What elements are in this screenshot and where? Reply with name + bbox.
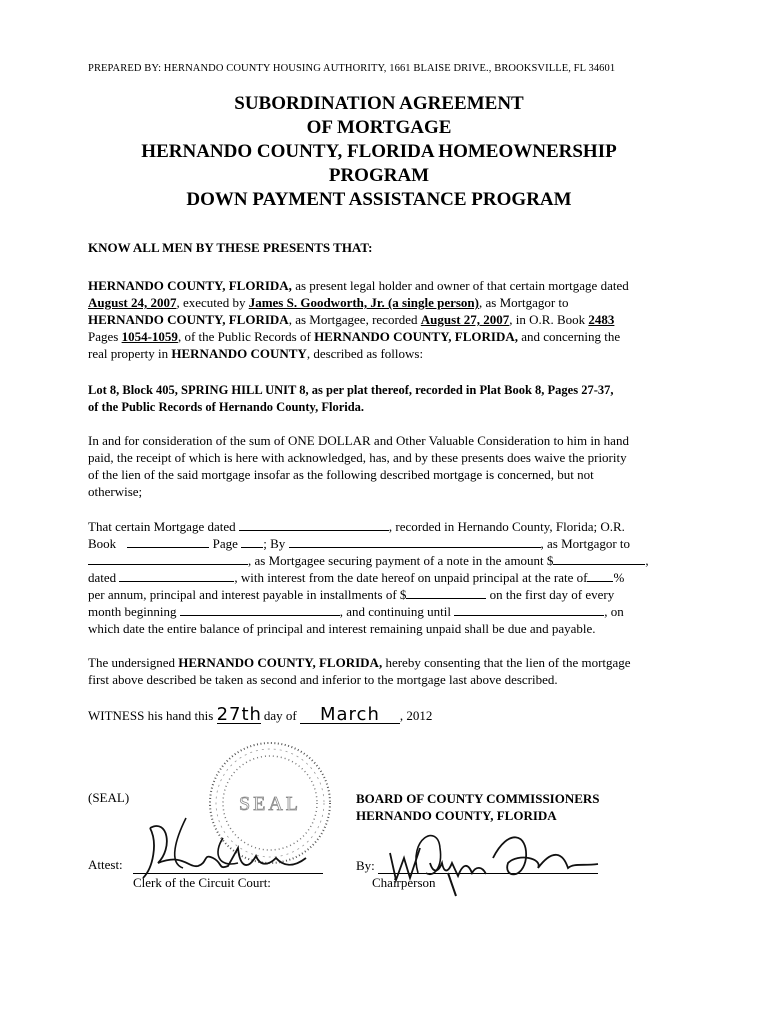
holder-text-1: as present legal holder and owner of that certain mortgage dated (291, 278, 629, 293)
book-blank (127, 536, 209, 548)
title-line-2: OF MORTGAGE (306, 117, 452, 138)
holder-text-2: , executed by (176, 295, 249, 310)
seal-word: SEAL (239, 793, 301, 815)
witness-line (88, 706, 673, 724)
chair-signature-tick (448, 873, 456, 896)
blank-text: on the first day of every (489, 587, 615, 602)
blank-mortgage-paragraph (88, 518, 673, 637)
blank-text: , and continuing until (339, 604, 451, 619)
witness-text-2: day of (263, 708, 297, 723)
clerk-label: Clerk of the Circuit Court: (133, 875, 271, 890)
seal-label: (SEAL) (88, 790, 130, 805)
holder-text-8: and concerning the (518, 329, 621, 344)
witness-year: , 2012 (399, 708, 433, 723)
title-line-3: HERNANDO COUNTY, FLORIDA HOMEOWNERSHIP (141, 141, 617, 162)
by-label: By: (356, 858, 375, 873)
consideration-line-1: In and for consideration of the sum of ONE DOLLAR and Other Valuable Consideration to him in hand (88, 433, 629, 448)
installment-blank (406, 587, 486, 599)
consent-text-1: The undersigned (88, 655, 179, 670)
prepared-by-line: PREPARED BY: HERNANDO COUNTY HOUSING AUTHORITY, 1661 BLAISE DRIVE., BROOKSVILLE, FL 34601 (88, 63, 616, 74)
continuing-until-blank (454, 604, 604, 616)
records-county: HERNANDO COUNTY, FLORIDA, (314, 329, 518, 344)
consideration-paragraph (88, 432, 673, 500)
attest-label: Attest: (88, 857, 123, 872)
rate-blank (587, 570, 613, 582)
by-blank (289, 536, 541, 548)
legal-line-1: Lot 8, Block 405, SPRING HILL UNIT 8, as per plat thereof, recorded in Plat Book 8, Pages 27-37, (88, 383, 614, 397)
blank-text: per annum, principal and interest payable in installments of $ (88, 587, 407, 602)
blank-text: Page (212, 536, 238, 551)
chair-signature-loop (416, 836, 441, 875)
holder-county: HERNANDO COUNTY, FLORIDA, (88, 278, 292, 293)
blank-text: dated (88, 570, 117, 585)
holder-text-5: , in O.R. Book (509, 312, 589, 327)
document-title (88, 92, 670, 212)
holder-text-4: , as Mortgagee, recorded (288, 312, 421, 327)
chairperson-signature (378, 818, 608, 898)
consent-county: HERNANDO COUNTY, FLORIDA, (178, 655, 383, 670)
property-county: HERNANDO COUNTY (171, 346, 307, 361)
mortgagee-blank (88, 553, 248, 565)
blank-text: which date the entire balance of principal and interest remaining unpaid shall be due and payable. (88, 621, 596, 636)
blank-text: , on (604, 604, 624, 619)
consideration-line-3: of the lien of the said mortgage insofar as the following described mortgage is concerned, but not (88, 467, 594, 482)
mortgagor-name: James S. Goodworth, Jr. (a single person) (248, 295, 479, 310)
blank-text: , (645, 553, 649, 568)
dated-blank (119, 570, 234, 582)
legal-line-2: of the Public Records of Hernando County, Florida. (88, 400, 365, 414)
title-line-5: DOWN PAYMENT ASSISTANCE PROGRAM (186, 189, 572, 210)
intro-line: KNOW ALL MEN BY THESE PRESENTS THAT: (88, 240, 373, 255)
blank-text: , recorded in Hernando County, Florida; O.R. (388, 519, 625, 534)
clerk-signature (128, 808, 328, 888)
blank-text: That certain Mortgage dated (88, 519, 236, 534)
mortgage-date-blank (239, 519, 389, 531)
consent-paragraph (88, 654, 673, 688)
or-pages: 1054-1059 (121, 329, 178, 344)
page-blank (241, 536, 263, 548)
witness-day-handwritten: 27th (216, 704, 262, 725)
clerk-signature-flourish (175, 818, 238, 868)
board-line-1: BOARD OF COUNTY COMMISSIONERS (356, 791, 600, 806)
chair-signature-stroke (390, 848, 486, 880)
holder-text-9: real property in (88, 346, 172, 361)
or-book: 2483 (588, 312, 615, 327)
mortgage-date: August 24, 2007 (88, 295, 177, 310)
witness-text-1: WITNESS his hand this (88, 708, 214, 723)
clerk-signature-stroke (143, 826, 306, 878)
consideration-line-2: paid, the receipt of which is here with acknowledged, has, and by these presents does waive the priority (88, 450, 627, 465)
witness-month-handwritten: March (300, 706, 400, 724)
blank-text: % (613, 570, 625, 585)
holder-text-10: , described as follows: (306, 346, 424, 361)
title-line-4: PROGRAM (328, 165, 430, 186)
blank-text: , with interest from the date hereof on unpaid principal at the rate of (234, 570, 588, 585)
blank-text: Book (88, 536, 117, 551)
board-line-2: HERNANDO COUNTY, FLORIDA (356, 808, 557, 823)
mortgagee-name: HERNANDO COUNTY, FLORIDA (88, 312, 289, 327)
blank-text: ; By (263, 536, 286, 551)
consideration-line-4: otherwise; (88, 484, 143, 499)
title-line-1: SUBORDINATION AGREEMENT (234, 93, 524, 114)
consent-line-2: first above described be taken as second and inferior to the mortgage last above described. (88, 672, 558, 687)
consent-text-2: hereby consenting that the lien of the mortgage (382, 655, 631, 670)
amount-blank (553, 553, 645, 565)
blank-text: , as Mortgagor to (540, 536, 631, 551)
holder-text-6: Pages (88, 329, 122, 344)
blank-text: month beginning (88, 604, 177, 619)
holder-text-7: , of the Public Records of (177, 329, 315, 344)
blank-text: , as Mortgagee securing payment of a note in the amount $ (248, 553, 554, 568)
month-beginning-blank (180, 604, 340, 616)
chairperson-label: Chairperson (372, 875, 436, 890)
holder-text-3: , as Mortgagor to (478, 295, 569, 310)
holder-paragraph (88, 277, 673, 362)
legal-description (88, 382, 673, 416)
chair-signature-tail (493, 837, 598, 874)
recorded-date: August 27, 2007 (420, 312, 510, 327)
